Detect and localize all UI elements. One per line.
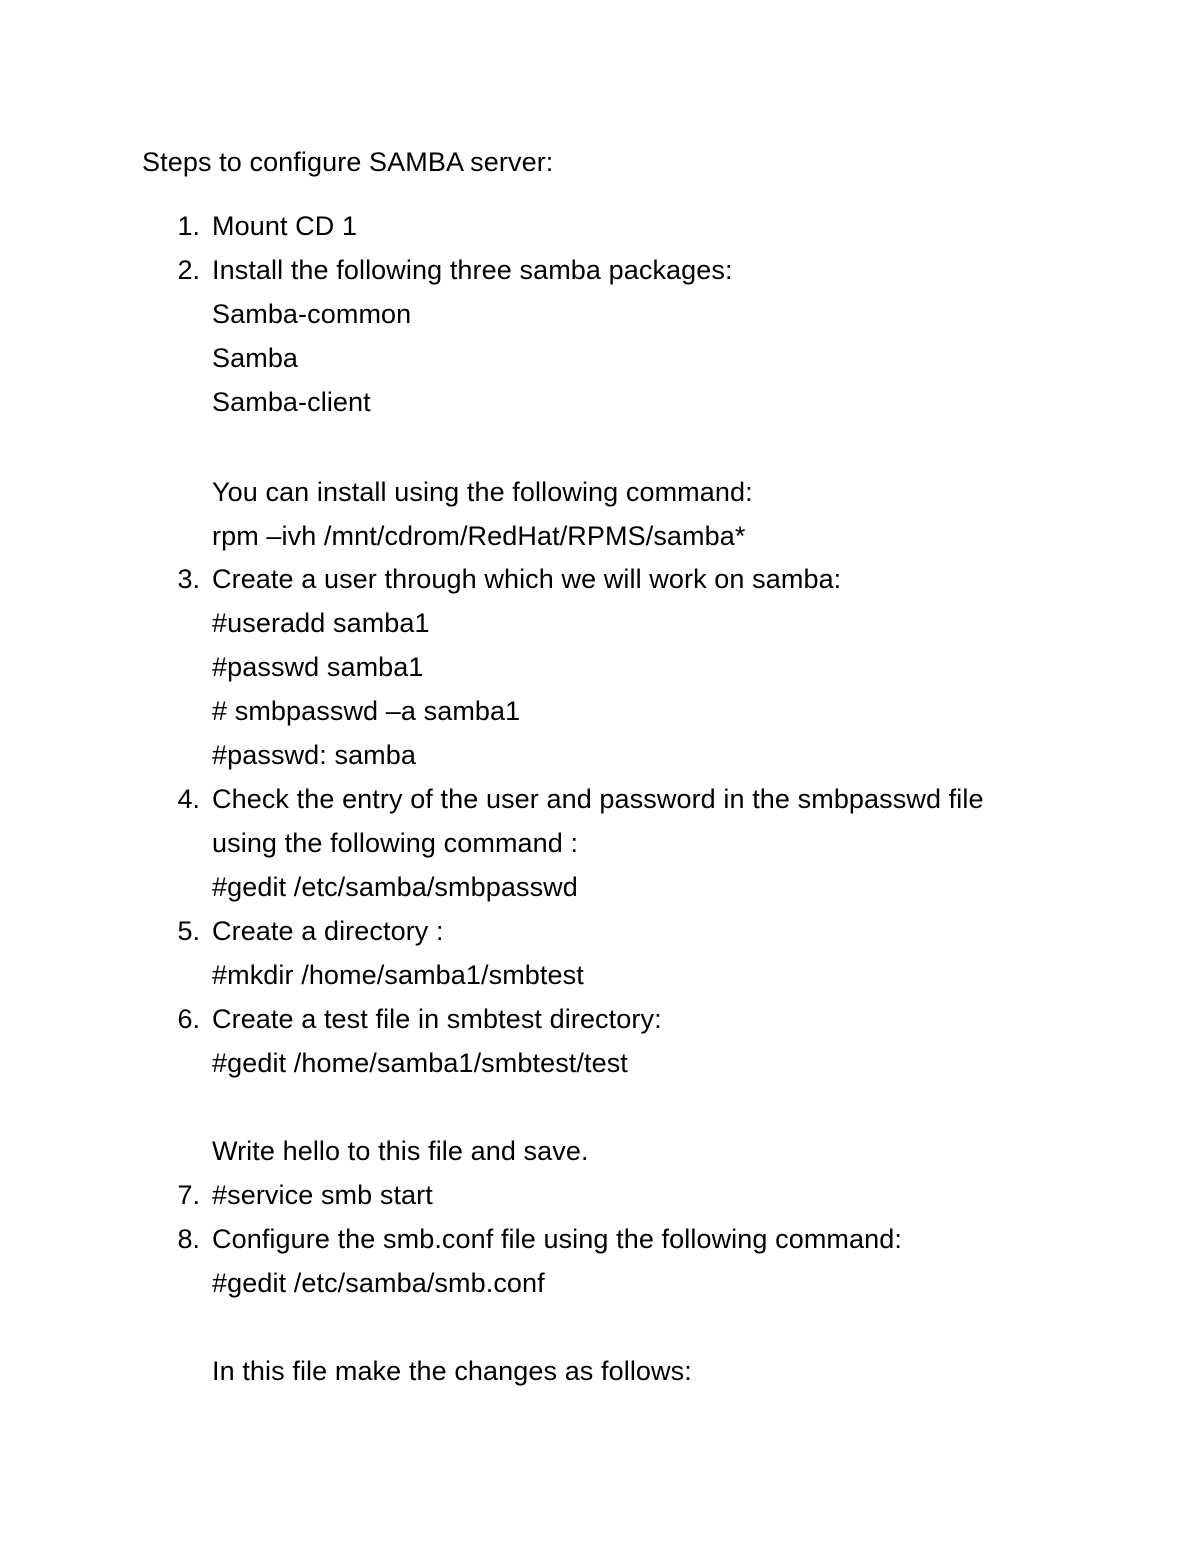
step-number: 1. bbox=[177, 211, 200, 241]
step-text: In this file make the changes as follows: bbox=[212, 1356, 692, 1386]
command-line: #passwd samba1 bbox=[212, 652, 424, 682]
command-line: rpm –ivh /mnt/cdrom/RedHat/RPMS/samba* bbox=[212, 521, 746, 551]
command-line: #passwd: samba bbox=[212, 740, 417, 770]
command-line: #mkdir /home/samba1/smbtest bbox=[212, 960, 584, 990]
document-title: Steps to configure SAMBA server: bbox=[142, 147, 554, 177]
package-name: Samba-client bbox=[212, 387, 371, 417]
step-number: 7. bbox=[177, 1180, 200, 1210]
command-line: #useradd samba1 bbox=[212, 608, 430, 638]
command-line: # smbpasswd –a samba1 bbox=[212, 696, 521, 726]
step-text: Write hello to this file and save. bbox=[212, 1136, 589, 1166]
package-name: Samba bbox=[212, 343, 299, 373]
step-text: Create a user through which we will work on samba: bbox=[212, 564, 842, 594]
step-text: Install the following three samba packages: bbox=[212, 255, 733, 285]
step-number: 6. bbox=[177, 1004, 200, 1034]
step-number: 2. bbox=[177, 255, 200, 285]
step-text: Create a test file in smbtest directory: bbox=[212, 1004, 662, 1034]
step-number: 8. bbox=[177, 1224, 200, 1254]
step-number: 4. bbox=[177, 784, 200, 814]
command-line: #gedit /home/samba1/smbtest/test bbox=[212, 1048, 628, 1078]
command-line: #gedit /etc/samba/smbpasswd bbox=[212, 872, 578, 902]
step-text: Configure the smb.conf file using the following command: bbox=[212, 1224, 902, 1254]
command-line: #service smb start bbox=[212, 1180, 433, 1210]
step-text: Check the entry of the user and password in the smbpasswd file bbox=[212, 784, 984, 814]
step-number: 5. bbox=[177, 916, 200, 946]
step-text: Mount CD 1 bbox=[212, 211, 358, 241]
step-text: using the following command : bbox=[212, 828, 579, 858]
command-line: #gedit /etc/samba/smb.conf bbox=[212, 1268, 545, 1298]
step-text: Create a directory : bbox=[212, 916, 444, 946]
step-text: You can install using the following command: bbox=[212, 477, 753, 507]
package-name: Samba-common bbox=[212, 299, 412, 329]
step-number: 3. bbox=[177, 564, 200, 594]
